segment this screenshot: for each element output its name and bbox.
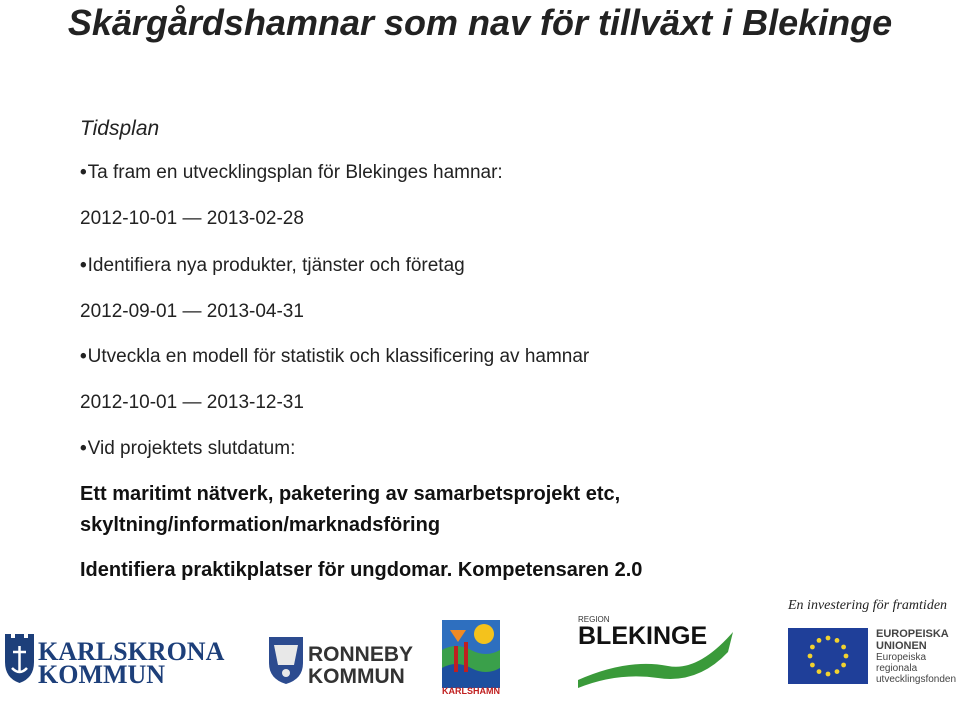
karlskrona-crest-icon <box>3 632 36 684</box>
bullet-text: Vid projektets slutdatum: <box>87 438 296 459</box>
bullet-glyph: • <box>80 346 87 367</box>
date-range: 2012-10-01 — 2013-02-28 <box>80 208 304 229</box>
ronneby-line2: KOMMUN <box>308 665 405 688</box>
eu-line5: utvecklingsfonden <box>876 674 957 685</box>
bullet-glyph: • <box>80 162 87 183</box>
ronneby-line1: RONNEBY <box>308 643 414 666</box>
eu-union-label <box>876 628 949 652</box>
bullet-item <box>80 346 589 368</box>
eu-line1: EUROPEISKA <box>876 628 949 640</box>
karlskrona-line1: KARLSKRONA <box>38 637 225 666</box>
blekinge-logo: BLEKINGE <box>578 622 708 650</box>
ronneby-crest-icon <box>268 635 304 685</box>
outcome-block <box>80 479 620 541</box>
date-range: 2012-10-01 — 2013-12-31 <box>80 392 304 413</box>
karlskrona-line2: KOMMUN <box>38 660 166 689</box>
bullet-glyph: • <box>80 255 87 276</box>
slide-subtitle: Tidsplan <box>80 117 160 140</box>
bullet-glyph: • <box>80 438 87 459</box>
bullet-text: Utveckla en modell för statistik och klassificering av hamnar <box>87 346 590 367</box>
karlshamn-emblem-icon <box>442 620 500 688</box>
eu-line4: regionala <box>876 663 918 674</box>
bullet-text: Ta fram en utvecklingsplan för Blekinges hamnar: <box>87 162 503 183</box>
eu-line2: UNIONEN <box>876 640 927 652</box>
outcome-line: Ett maritimt nätverk, paketering av samarbetsprojekt etc, <box>80 483 621 505</box>
blekinge-small-label: REGION <box>578 615 610 624</box>
outcome-line: skyltning/information/marknadsföring <box>80 514 441 536</box>
eu-flag-icon <box>788 628 868 684</box>
slide-title: Skärgårdshamnar som nav för tillväxt i Blekinge <box>67 2 893 43</box>
karlshamn-label: KARLSHAMN <box>442 686 500 696</box>
bullet-item <box>80 255 465 277</box>
eu-line3: Europeiska <box>876 652 927 663</box>
ronneby-logo <box>308 644 413 688</box>
date-range: 2012-09-01 — 2013-04-31 <box>80 301 304 322</box>
bullet-item <box>80 162 503 184</box>
eu-fund-label <box>876 652 956 685</box>
bullet-text: Identifiera nya produkter, tjänster och företag <box>87 255 465 276</box>
karlskrona-logo <box>38 637 225 689</box>
last-line: Identifiera praktikplatser för ungdomar. Kompetensaren 2.0 <box>80 559 643 581</box>
eu-slogan: En investering för framtiden <box>788 598 948 613</box>
bullet-item <box>80 438 295 460</box>
